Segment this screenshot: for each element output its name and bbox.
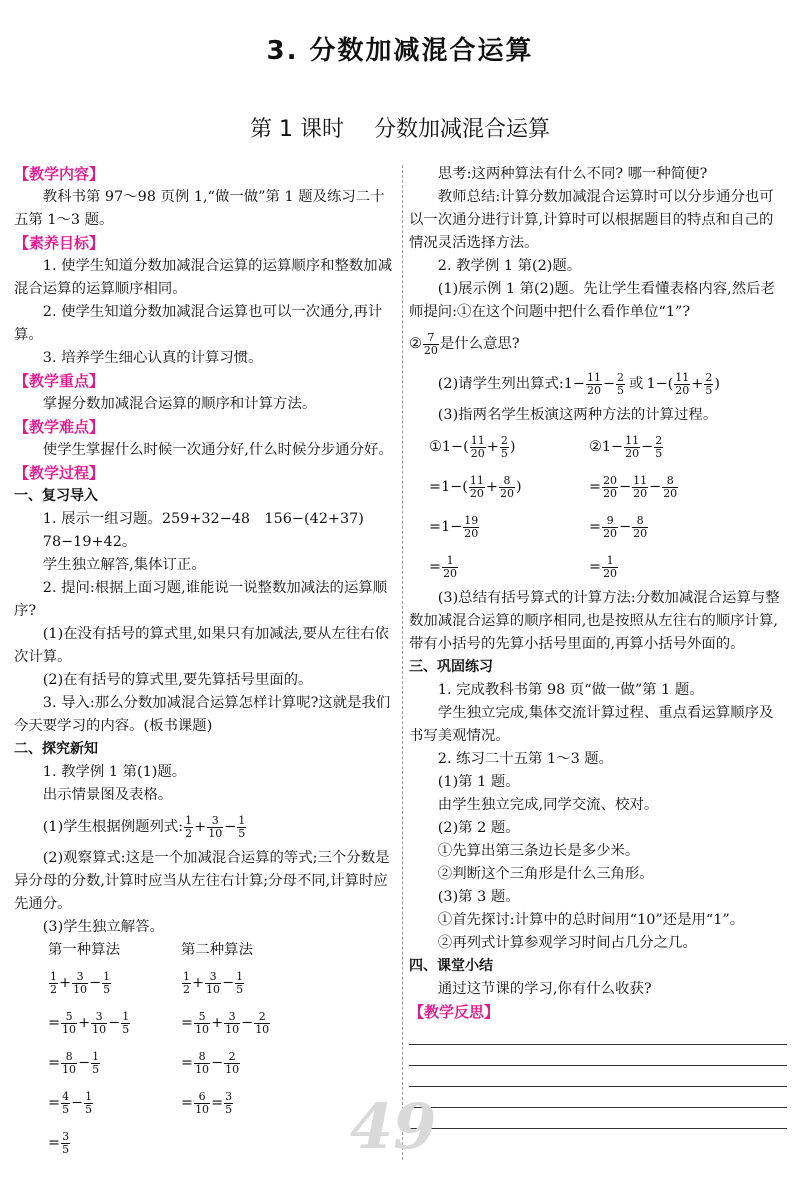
writing-line xyxy=(409,1086,787,1087)
paragraph: (3)第 3 题。 xyxy=(437,889,520,905)
paragraph: ①首先探讨:计算中的总时间用“10”还是用“1”。 xyxy=(437,912,745,928)
subsection-heading: 一、复习导入 xyxy=(14,488,98,504)
paragraph: 由学生独立完成,同学交流、校对。 xyxy=(437,797,659,813)
paragraph: (2)在有括号的算式里,要先算括号里面的。 xyxy=(42,672,313,688)
subsection-heading: 三、巩固练习 xyxy=(409,659,493,675)
paragraph: (3)学生独立解答。 xyxy=(42,919,164,935)
worked-solutions xyxy=(409,427,787,587)
writing-line xyxy=(409,1065,787,1066)
section-head-process: 【教学过程】 xyxy=(14,464,105,482)
paragraph: 2. 练习二十五第 1～3 题。 xyxy=(437,751,614,767)
paragraph: 3. 导入:那么分数加减混合运算怎样计算呢?这就是我们今天要学习的内容。(板书课题) xyxy=(14,695,391,734)
subsection-heading: 四、课堂小结 xyxy=(409,958,493,974)
method-1-label: 第一种算法 xyxy=(48,942,120,958)
paragraph: ①先算出第三条边长是多少米。 xyxy=(437,843,640,859)
writing-line xyxy=(409,1044,787,1045)
paragraph: 教科书第 97～98 页例 1,“做一做”第 1 题及练习二十五第 1～3 题。 xyxy=(14,189,385,228)
reflection-lines xyxy=(409,1044,787,1129)
left-column xyxy=(14,163,398,1163)
page-title: 3. 分数加减混合运算 xyxy=(266,36,534,66)
paragraph: 通过这节课的学习,你有什么收获? xyxy=(437,981,652,997)
method-2-label: 第二种算法 xyxy=(181,942,253,958)
solution-row: 1 2 + $\frac{3}{10}$ − $\frac{1}{5}$ 1 2 + $\frac{3}{10}$ − $\frac{1}{5}$ xyxy=(50,969,244,996)
column-divider xyxy=(402,165,403,1160)
formula-row: (1)学生根据例题列式: 1 2 + $\frac{3}{10}$ − $\frac{1}{5}$ xyxy=(42,813,246,840)
section-head-goals: 【素养目标】 xyxy=(14,234,105,252)
writing-line xyxy=(409,1107,787,1108)
lesson-number: 第 1 课时 xyxy=(250,117,344,142)
paragraph: 1. 展示一组习题。259+32−48 156−(42+37) xyxy=(42,511,364,527)
paragraph: 思考:这两种算法有什么不同? 哪一种简便? xyxy=(437,166,708,182)
lesson-topic: 分数加减混合运算 xyxy=(373,117,550,142)
paragraph: 学生独立完成,集体交流计算过程、重点看运算顺序及书写美观情况。 xyxy=(409,705,774,744)
paragraph: 出示情景图及表格。 xyxy=(42,787,173,803)
paragraph: 使学生掌握什么时候一次通分好,什么时候分步通分好。 xyxy=(42,442,393,458)
paragraph: 1. 完成教科书第 98 页“做一做”第 1 题。 xyxy=(437,682,704,698)
solution-row: = $\frac{4}{5}$ − $\frac{1}{5}$ = $\frac{6}{10}$ = $\frac{3}{5}$ xyxy=(48,1089,233,1116)
paragraph: 2. 提问:根据上面习题,谁能说一说整数加减法的运算顺序? xyxy=(14,580,388,619)
section-head-reflection: 【教学反思】 xyxy=(409,1003,500,1021)
paragraph: (1)第 1 题。 xyxy=(437,774,520,790)
solution-row: = 1− $\frac{19}{20}$ = $\frac{9}{20}$ − $\frac{8}{20}$ xyxy=(429,513,648,540)
paragraph: ②再列式计算参观学习时间占几分之几。 xyxy=(437,935,697,951)
formula-row: (2)请学生列出算式: 1− $\frac{11}{20}$ − $\frac{2}{5}$ 或 1− ( 11 20 + $\frac{2}{5}$ ) xyxy=(437,370,720,397)
lesson-title xyxy=(0,112,800,143)
page-number: 49 xyxy=(350,1090,437,1163)
paragraph: ②判断这个三角形是什么三角形。 xyxy=(437,866,654,882)
subsection-heading: 二、探究新知 xyxy=(14,741,98,757)
paragraph: 3. 培养学生细心认真的计算习惯。 xyxy=(42,350,263,366)
right-column xyxy=(409,163,787,1129)
paragraph: 学生独立解答,集体订正。 xyxy=(42,557,206,573)
paragraph: 78−19+42。 xyxy=(42,534,137,550)
section-head-content: 【教学内容】 xyxy=(14,165,105,183)
paragraph: (2)观察算式:这是一个加减混合运算的等式;三个分数是异分母的分数,计算时应当从左往右计算;分母不同,计算时应先通分。 xyxy=(14,850,390,912)
paragraph: 2. 使学生知道分数加减混合运算也可以一次通分,再计算。 xyxy=(14,304,383,343)
paragraph: (1)在没有括号的算式里,如果只有加减法,要从左往右依次计算。 xyxy=(14,626,389,665)
solution-row: = 1− ( 11 20 + $\frac{8}{20}$ ) = $\frac{20}{20}$ − $\frac{11}{20}$ − $\frac{8}{20}$ xyxy=(429,473,678,500)
solution-row: ①1− ( 11 20 + $\frac{2}{5}$ ) ②1− $\frac{11}{20}$ − $\frac{2}{5}$ xyxy=(429,433,663,460)
paragraph: 2. 教学例 1 第(2)题。 xyxy=(437,258,582,274)
paragraph: 1. 使学生知道分数加减混合运算的运算顺序和整数加减混合运算的运算顺序相同。 xyxy=(14,258,393,297)
paragraph: 掌握分数加减混合运算的顺序和计算方法。 xyxy=(42,396,317,412)
solution-row: = $\frac{3}{5}$ xyxy=(48,1129,70,1156)
worked-solutions xyxy=(14,939,398,1163)
paragraph: (3)指两名学生板演这两种方法的计算过程。 xyxy=(437,407,718,423)
paragraph: (3)总结有括号算式的计算方法:分数加减混合运算与整数加减混合运算的顺序相同,也是按照从左往右的顺序计算,带有小括号的先算小括号里面的,再算小括号外面的。 xyxy=(409,590,780,652)
paragraph: (1)展示例 1 第(2)题。先让学生看懂表格内容,然后老师提问:①在这个问题中把什么看作单位“1”? xyxy=(409,281,775,320)
section-head-key: 【教学重点】 xyxy=(14,372,105,390)
solution-row: = $\frac{1}{20}$ = $\frac{1}{20}$ xyxy=(429,553,618,580)
solution-row: = $\frac{8}{10}$ − $\frac{1}{5}$ = $\frac{8}{10}$ − $\frac{2}{10}$ xyxy=(48,1049,240,1076)
formula-row: ② 7 20 是什么意思? xyxy=(409,330,520,357)
paragraph: 教师总结:计算分数加减混合运算时可以分步通分也可以一次通分进行计算,计算时可以根据题目的特点和自己的情况灵活选择方法。 xyxy=(409,189,774,251)
writing-line xyxy=(409,1128,787,1129)
section-head-difficulty: 【教学难点】 xyxy=(14,418,105,436)
paragraph: 1. 教学例 1 第(1)题。 xyxy=(42,764,187,780)
solution-row: = $\frac{5}{10}$ + $\frac{3}{10}$ − $\frac{1}{5}$ = $\frac{5}{10}$ + $\frac{3}{10}$ − $\frac{2}{10}$ xyxy=(48,1009,270,1036)
paragraph: (2)第 2 题。 xyxy=(437,820,520,836)
